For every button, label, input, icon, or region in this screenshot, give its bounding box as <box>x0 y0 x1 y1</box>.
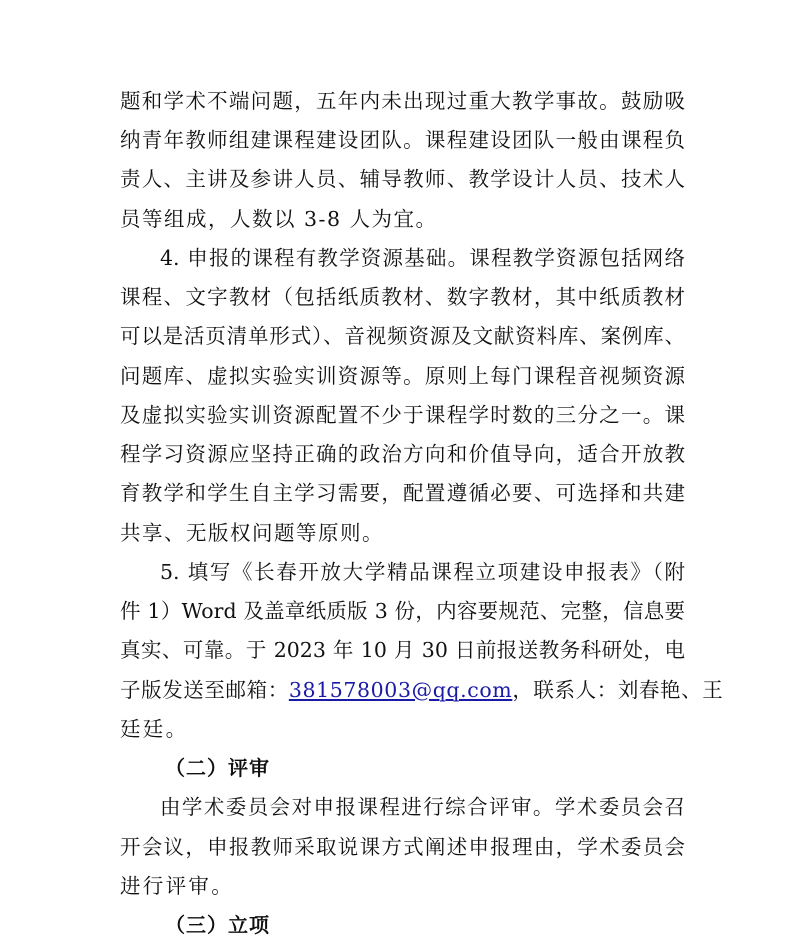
para1-line4: 员等组成，人数以 3-8 人为宜。 <box>120 206 438 231</box>
para2-line4: 问题库、虚拟实验实训资源等。原则上每门课程音视频资源 <box>120 363 685 388</box>
section3-heading: （三）立项 <box>165 913 270 937</box>
para2-line3: 可以是活页清单形式）、音视频资源及文献资料库、案例库、 <box>120 324 685 349</box>
section2-heading: （二）评审 <box>165 756 270 781</box>
email-link[interactable]: 381578003@qq.com <box>288 677 513 702</box>
para3-line4 <box>120 675 724 705</box>
para3-line4-suffix: ，联系人：刘春艳、王 <box>512 677 724 702</box>
para2-line7: 育教学和学生自主学习需要，配置遵循必要、可选择和共建 <box>120 481 685 506</box>
section2-line3: 进行评审。 <box>120 873 234 898</box>
para1-line3: 责人、主讲及参讲人员、辅导教师、教学设计人员、技术人 <box>120 167 685 192</box>
para2-line2: 课程、文字教材（包括纸质教材、数字教材，其中纸质教材 <box>120 285 685 310</box>
para1-line2: 纳青年教师组建课程建设团队。课程建设团队一般由课程负 <box>120 128 685 153</box>
para2-line1: 4. 申报的课程有教学资源基础。课程教学资源包括网络 <box>160 245 685 270</box>
para1-line1: 题和学术不端问题，五年内未出现过重大教学事故。鼓励吸 <box>120 89 685 113</box>
para3-line5: 廷廷。 <box>120 716 189 741</box>
para2-line8: 共享、无版权问题等原则。 <box>120 520 384 545</box>
section2-line2: 开会议，申报教师采取说课方式阐述申报理由，学术委员会 <box>120 834 685 859</box>
para3-line1: 5. 填写《长春开放大学精品课程立项建设申报表》（附 <box>160 559 685 584</box>
section2-line1: 由学术委员会对申报课程进行综合评审。学术委员会召 <box>160 795 685 820</box>
para2-line5: 及虚拟实验实训资源配置不少于课程学时数的三分之一。课 <box>120 402 685 427</box>
para2-line6: 程学习资源应坚持正确的政治方向和价值导向，适合开放教 <box>120 442 685 467</box>
para3-line4-prefix: 子版发送至邮箱： <box>120 677 289 702</box>
para3-line2: 件 1）Word 及盖章纸质版 3 份，内容要规范、完整，信息要 <box>120 599 685 624</box>
para3-line3: 真实、可靠。于 2023 年 10 月 30 日前报送教务科研处，电 <box>120 638 685 663</box>
